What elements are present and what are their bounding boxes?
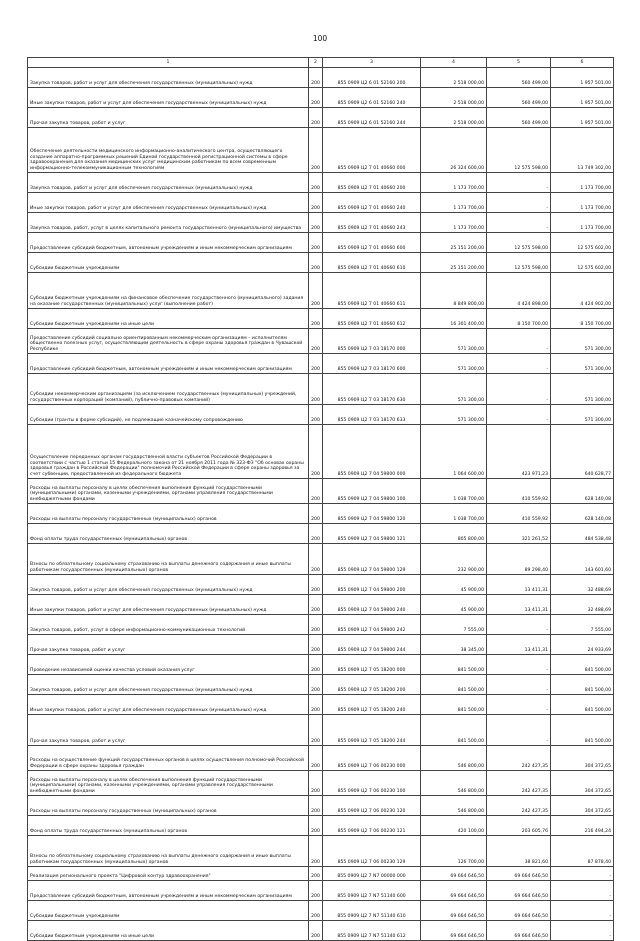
row-name-cell: Проведение независимой оценки качества условий оказания услуг xyxy=(28,655,309,675)
row-name-cell: Фонд оплаты труда государственных (муниципальных) органов xyxy=(28,524,309,544)
table-row xyxy=(28,405,614,425)
row-budget-code-cell: 855 0909 Ц2 7 04 59800 129 xyxy=(323,544,421,575)
row-budget-code-cell: 855 0909 Ц2 7 04 59800 244 xyxy=(323,635,421,655)
row-name-cell: Расходы на выплаты персоналу государственных (муниципальных) органов xyxy=(28,504,309,524)
row-line-code-cell: 200 xyxy=(309,615,323,635)
table-row xyxy=(28,796,614,816)
row-budget-code-cell: 855 0909 Ц2 7 01 40660 243 xyxy=(323,213,421,233)
row-approved-cell: 571 300,00 xyxy=(421,329,487,354)
row-line-code-cell: 200 xyxy=(309,233,323,253)
row-approved-cell: 69 664 646,50 xyxy=(421,901,487,921)
table-row xyxy=(28,615,614,635)
row-approved-cell: 38 345,00 xyxy=(421,635,487,655)
row-name-cell: Расходы на осуществление функций государственных органов в целях осуществления полномочий Российской Федерации в сфере охраны здоровья граждан xyxy=(28,746,309,771)
row-line-code-cell: 200 xyxy=(309,309,323,329)
table-row xyxy=(28,746,614,771)
row-budget-code-cell: 855 0909 Ц2 7 06 00230 129 xyxy=(323,836,421,867)
row-executed-cell: 13 411,31 xyxy=(487,595,551,615)
row-line-code-cell: 200 xyxy=(309,595,323,615)
row-name-cell: Субсидии (гранты в форме субсидий), не подлежащие казначейскому сопровождению xyxy=(28,405,309,425)
row-budget-code-cell: 855 0909 Ц2 6 01 52160 240 xyxy=(323,88,421,108)
row-name-cell: Закупка товаров, работ и услуг для обеспечения государственных (муниципальных) нужд xyxy=(28,173,309,193)
table-row xyxy=(28,635,614,655)
row-budget-code-cell: 855 0909 Ц2 7 01 40660 612 xyxy=(323,309,421,329)
row-budget-code-cell: 855 0909 Ц2 7 06 00230 121 xyxy=(323,816,421,836)
row-executed-cell: - xyxy=(487,354,551,374)
row-approved-cell: 45 900,00 xyxy=(421,575,487,595)
header-col-4: 4 xyxy=(421,58,487,68)
table-row xyxy=(28,68,614,88)
row-executed-cell: 321 261,52 xyxy=(487,524,551,544)
row-approved-cell: 841 500,00 xyxy=(421,715,487,746)
row-name-cell: Прочая закупка товаров, работ и услуг xyxy=(28,715,309,746)
row-executed-cell: 38 821,60 xyxy=(487,836,551,867)
table-row xyxy=(28,921,614,941)
row-executed-cell: - xyxy=(487,615,551,635)
table-row xyxy=(28,836,614,867)
row-approved-cell: 571 300,00 xyxy=(421,405,487,425)
row-unexecuted-cell: 12 575 602,00 xyxy=(551,253,614,273)
row-budget-code-cell: 855 0909 Ц2 7 03 18170 633 xyxy=(323,405,421,425)
row-budget-code-cell: 855 0909 Ц2 7 04 59800 242 xyxy=(323,615,421,635)
row-line-code-cell: 200 xyxy=(309,405,323,425)
table-row xyxy=(28,544,614,575)
table-row xyxy=(28,309,614,329)
table-row xyxy=(28,816,614,836)
row-budget-code-cell: 855 0909 Ц2 7 05 18200 240 xyxy=(323,695,421,715)
row-name-cell: Предоставление субсидий бюджетным, автономным учреждениям и иным некоммерческим организациям xyxy=(28,354,309,374)
row-executed-cell: 410 559,92 xyxy=(487,504,551,524)
row-executed-cell: - xyxy=(487,655,551,675)
table-row xyxy=(28,655,614,675)
row-approved-cell: 841 500,00 xyxy=(421,675,487,695)
row-approved-cell: 841 500,00 xyxy=(421,655,487,675)
header-col-6: 6 xyxy=(551,58,614,68)
row-budget-code-cell: 855 0909 Ц2 7 06 00230 000 xyxy=(323,746,421,771)
row-unexecuted-cell: - xyxy=(551,921,614,941)
header-col-3: 3 xyxy=(323,58,421,68)
table-row xyxy=(28,233,614,253)
row-line-code-cell: 200 xyxy=(309,193,323,213)
row-name-cell: Субсидии бюджетным учреждениям xyxy=(28,901,309,921)
row-executed-cell: 560 499,00 xyxy=(487,108,551,128)
row-line-code-cell: 200 xyxy=(309,108,323,128)
row-budget-code-cell: 855 0909 Ц2 7 01 40660 611 xyxy=(323,273,421,309)
row-budget-code-cell: 855 0909 Ц2 6 01 52160 200 xyxy=(323,68,421,88)
row-unexecuted-cell: 32 488,69 xyxy=(551,595,614,615)
row-unexecuted-cell: 1 173 700,00 xyxy=(551,193,614,213)
header-col-5: 5 xyxy=(487,58,551,68)
row-executed-cell: 69 664 646,50 xyxy=(487,921,551,941)
row-name-cell: Обеспечение деятельности медицинского информационно-аналитического центра, осуществляющего создание аппаратно-программных решений Единой государственной регистрационной системы в сфере здравоохранения для оказания медицинских услуг медицинским работникам по всем современным информационно-телекоммуникационным технологиям xyxy=(28,128,309,173)
row-unexecuted-cell: 841 500,00 xyxy=(551,715,614,746)
row-unexecuted-cell: 7 555,00 xyxy=(551,615,614,635)
row-line-code-cell: 200 xyxy=(309,524,323,544)
table-row xyxy=(28,88,614,108)
table-row xyxy=(28,575,614,595)
row-name-cell: Иные закупки товаров, работ и услуг для обеспечения государственных (муниципальных) нужд xyxy=(28,595,309,615)
row-name-cell: Субсидии бюджетным учреждениям на иные цели xyxy=(28,309,309,329)
row-executed-cell: 69 664 646,50 xyxy=(487,901,551,921)
row-unexecuted-cell: 484 538,48 xyxy=(551,524,614,544)
row-budget-code-cell: 855 0909 Ц2 7 N7 51140 600 xyxy=(323,881,421,901)
table-header-row xyxy=(28,58,614,68)
row-budget-code-cell: 855 0909 Ц2 7 05 18200 244 xyxy=(323,715,421,746)
row-unexecuted-cell: 143 601,60 xyxy=(551,544,614,575)
row-budget-code-cell: 855 0909 Ц2 7 06 00230 120 xyxy=(323,796,421,816)
row-line-code-cell: 200 xyxy=(309,796,323,816)
row-name-cell: Осуществление переданных органам государственной власти субъектов Российской Федерации в соответствии с частью 1 статьи 15 Федерального закона от 21 ноября 2011 года № 323-ФЗ "Об основах охраны здоровья граждан в Российской Федерации" полномочий Российской Федерации в сфере охраны здоровья за счет субвенции, предоставленной из федерального бюджета xyxy=(28,425,309,479)
row-name-cell: Иные закупки товаров, работ и услуг для обеспечения государственных (муниципальных) нужд xyxy=(28,193,309,213)
row-name-cell: Закупка товаров, работ, услуг в целях капитального ремонта государственного (муниципального) имущества xyxy=(28,213,309,233)
table-row xyxy=(28,901,614,921)
row-name-cell: Закупка товаров, работ и услуг для обеспечения государственных (муниципальных) нужд xyxy=(28,675,309,695)
row-name-cell: Фонд оплаты труда государственных (муниципальных) органов xyxy=(28,816,309,836)
row-budget-code-cell: 855 0909 Ц2 7 N7 51140 610 xyxy=(323,901,421,921)
row-executed-cell: - xyxy=(487,675,551,695)
row-unexecuted-cell: 216 494,24 xyxy=(551,816,614,836)
table-row xyxy=(28,771,614,796)
row-approved-cell: 571 300,00 xyxy=(421,374,487,405)
row-line-code-cell: 200 xyxy=(309,771,323,796)
page-number: 100 xyxy=(312,34,328,43)
row-name-cell: Взносы по обязательному социальному страхованию на выплаты денежного содержания и иные выплаты работникам государственных (муниципальных) органов xyxy=(28,836,309,867)
row-unexecuted-cell: 571 300,00 xyxy=(551,329,614,354)
row-executed-cell: 12 575 598,00 xyxy=(487,128,551,173)
row-name-cell: Взносы по обязательному социальному страхованию на выплаты денежного содержания и иные выплаты работникам государственных (муниципальных) органов xyxy=(28,544,309,575)
row-name-cell: Реализация регионального проекта "Цифровой контур здравоохранения" xyxy=(28,867,309,881)
row-unexecuted-cell: 1 957 501,00 xyxy=(551,68,614,88)
row-unexecuted-cell: - xyxy=(551,867,614,881)
table-row xyxy=(28,715,614,746)
row-unexecuted-cell: 304 372,65 xyxy=(551,796,614,816)
row-unexecuted-cell: - xyxy=(551,881,614,901)
table-row xyxy=(28,213,614,233)
row-line-code-cell: 200 xyxy=(309,635,323,655)
row-budget-code-cell: 855 0909 Ц2 7 04 59800 240 xyxy=(323,595,421,615)
row-approved-cell: 571 300,00 xyxy=(421,354,487,374)
row-approved-cell: 1 173 700,00 xyxy=(421,193,487,213)
row-name-cell: Прочая закупка товаров, работ и услуг xyxy=(28,108,309,128)
row-line-code-cell: 200 xyxy=(309,354,323,374)
table-row xyxy=(28,128,614,173)
row-unexecuted-cell: 1 173 700,00 xyxy=(551,173,614,193)
table-row xyxy=(28,374,614,405)
row-unexecuted-cell: 1 173 700,00 xyxy=(551,213,614,233)
row-budget-code-cell: 855 0909 Ц2 7 03 18170 000 xyxy=(323,329,421,354)
row-approved-cell: 69 664 646,50 xyxy=(421,921,487,941)
table-body xyxy=(28,68,614,941)
row-executed-cell: 4 424 898,00 xyxy=(487,273,551,309)
row-approved-cell: 16 301 400,00 xyxy=(421,309,487,329)
row-unexecuted-cell: 304 372,65 xyxy=(551,746,614,771)
row-executed-cell: 12 575 598,00 xyxy=(487,233,551,253)
row-executed-cell: - xyxy=(487,213,551,233)
row-approved-cell: 1 038 700,00 xyxy=(421,504,487,524)
table-row xyxy=(28,695,614,715)
row-executed-cell: 89 298,40 xyxy=(487,544,551,575)
row-line-code-cell: 200 xyxy=(309,715,323,746)
row-unexecuted-cell: 640 628,77 xyxy=(551,425,614,479)
row-line-code-cell: 200 xyxy=(309,273,323,309)
row-unexecuted-cell: 8 150 700,00 xyxy=(551,309,614,329)
row-name-cell: Закупка товаров, работ и услуг для обеспечения государственных (муниципальных) нужд xyxy=(28,68,309,88)
row-approved-cell: 546 800,00 xyxy=(421,771,487,796)
row-approved-cell: 546 800,00 xyxy=(421,746,487,771)
row-unexecuted-cell: 841 500,00 xyxy=(551,695,614,715)
row-line-code-cell: 200 xyxy=(309,901,323,921)
row-executed-cell: 12 575 598,00 xyxy=(487,253,551,273)
row-line-code-cell: 200 xyxy=(309,921,323,941)
row-name-cell: Субсидии некоммерческим организациям (за исключением государственных (муниципальных) учреждений, государственных корпораций (компаний), публично-правовых компаний) xyxy=(28,374,309,405)
row-unexecuted-cell: 1 957 501,00 xyxy=(551,88,614,108)
header-col-1: 1 xyxy=(28,58,309,68)
row-name-cell: Предоставление субсидий бюджетным, автономным учреждениям и иным некоммерческим организациям xyxy=(28,233,309,253)
row-budget-code-cell: 855 0909 Ц2 7 03 18170 630 xyxy=(323,374,421,405)
row-unexecuted-cell: 628 140,08 xyxy=(551,504,614,524)
row-unexecuted-cell: 841 500,00 xyxy=(551,655,614,675)
row-budget-code-cell: 855 0909 Ц2 7 03 18170 600 xyxy=(323,354,421,374)
row-approved-cell: 26 324 600,00 xyxy=(421,128,487,173)
row-approved-cell: 25 151 200,00 xyxy=(421,233,487,253)
row-executed-cell: - xyxy=(487,193,551,213)
row-budget-code-cell: 855 0909 Ц2 7 01 40660 610 xyxy=(323,253,421,273)
row-unexecuted-cell: 4 424 902,00 xyxy=(551,273,614,309)
row-budget-code-cell: 855 0909 Ц2 7 06 00230 100 xyxy=(323,771,421,796)
row-unexecuted-cell: - xyxy=(551,901,614,921)
row-budget-code-cell: 855 0909 Ц2 7 04 59800 100 xyxy=(323,479,421,504)
row-line-code-cell: 200 xyxy=(309,544,323,575)
row-line-code-cell: 200 xyxy=(309,213,323,233)
row-unexecuted-cell: 12 575 602,00 xyxy=(551,233,614,253)
row-line-code-cell: 200 xyxy=(309,675,323,695)
row-approved-cell: 7 555,00 xyxy=(421,615,487,635)
row-approved-cell: 1 064 600,00 xyxy=(421,425,487,479)
row-name-cell: Иные закупки товаров, работ и услуг для обеспечения государственных (муниципальных) нужд xyxy=(28,695,309,715)
table-row xyxy=(28,273,614,309)
row-name-cell: Расходы на выплаты персоналу государственных (муниципальных) органов xyxy=(28,796,309,816)
row-executed-cell: - xyxy=(487,173,551,193)
row-line-code-cell: 200 xyxy=(309,746,323,771)
budget-table xyxy=(27,57,614,941)
row-line-code-cell: 200 xyxy=(309,88,323,108)
row-executed-cell: 242 427,35 xyxy=(487,746,551,771)
row-approved-cell: 69 664 646,50 xyxy=(421,881,487,901)
row-approved-cell: 45 900,00 xyxy=(421,595,487,615)
row-name-cell: Закупка товаров, работ, услуг в сфере информационно-коммуникационных технологий xyxy=(28,615,309,635)
table-row xyxy=(28,524,614,544)
row-budget-code-cell: 855 0909 Ц2 7 01 40660 600 xyxy=(323,233,421,253)
row-unexecuted-cell: 32 488,69 xyxy=(551,575,614,595)
table-row xyxy=(28,108,614,128)
row-executed-cell: 242 427,35 xyxy=(487,796,551,816)
row-line-code-cell: 200 xyxy=(309,867,323,881)
row-approved-cell: 2 518 000,00 xyxy=(421,108,487,128)
row-approved-cell: 546 800,00 xyxy=(421,796,487,816)
row-executed-cell: - xyxy=(487,695,551,715)
row-budget-code-cell: 855 0909 Ц2 7 05 18200 200 xyxy=(323,675,421,695)
row-budget-code-cell: 855 0909 Ц2 7 01 40660 240 xyxy=(323,193,421,213)
row-line-code-cell: 200 xyxy=(309,425,323,479)
row-budget-code-cell: 855 0909 Ц2 7 04 59800 200 xyxy=(323,575,421,595)
row-executed-cell: 242 427,35 xyxy=(487,771,551,796)
row-approved-cell: 2 518 000,00 xyxy=(421,88,487,108)
row-unexecuted-cell: 628 140,08 xyxy=(551,479,614,504)
row-unexecuted-cell: 13 749 302,00 xyxy=(551,128,614,173)
row-line-code-cell: 200 xyxy=(309,374,323,405)
row-name-cell: Расходы на выплаты персоналу в целях обеспечения выполнения функций государственными (муниципальными) органами, казенными учреждениями, органами управления государственными внебюджетными фондами xyxy=(28,771,309,796)
row-name-cell: Субсидии бюджетным учреждениям на иные цели xyxy=(28,921,309,941)
table-row xyxy=(28,504,614,524)
table-row xyxy=(28,193,614,213)
row-approved-cell: 69 664 646,50 xyxy=(421,867,487,881)
row-name-cell: Прочая закупка товаров, работ и услуг xyxy=(28,635,309,655)
row-approved-cell: 805 800,00 xyxy=(421,524,487,544)
table-row xyxy=(28,354,614,374)
header-col-2: 2 xyxy=(309,58,323,68)
row-executed-cell: 560 499,00 xyxy=(487,88,551,108)
row-name-cell: Предоставление субсидий социально ориентированным некоммерческим организациям – исполнителям общественно полезных услуг, осуществляющим деятельность в сфере охраны здоровья граждан в Чувашской Республике xyxy=(28,329,309,354)
row-line-code-cell: 200 xyxy=(309,836,323,867)
row-line-code-cell: 200 xyxy=(309,479,323,504)
row-executed-cell: 13 411,31 xyxy=(487,575,551,595)
row-approved-cell: 841 500,00 xyxy=(421,695,487,715)
row-budget-code-cell: 855 0909 Ц2 6 01 52160 244 xyxy=(323,108,421,128)
table-row xyxy=(28,595,614,615)
row-budget-code-cell: 855 0909 Ц2 7 05 18200 000 xyxy=(323,655,421,675)
row-approved-cell: 25 151 200,00 xyxy=(421,253,487,273)
row-budget-code-cell: 855 0909 Ц2 7 N7 51140 612 xyxy=(323,921,421,941)
row-line-code-cell: 200 xyxy=(309,816,323,836)
row-line-code-cell: 200 xyxy=(309,881,323,901)
row-budget-code-cell: 855 0909 Ц2 7 04 59800 120 xyxy=(323,504,421,524)
table-row xyxy=(28,329,614,354)
row-approved-cell: 1 038 700,00 xyxy=(421,479,487,504)
row-line-code-cell: 200 xyxy=(309,695,323,715)
row-unexecuted-cell: 1 957 501,00 xyxy=(551,108,614,128)
row-executed-cell: 69 664 646,50 xyxy=(487,881,551,901)
table-row xyxy=(28,675,614,695)
row-executed-cell: - xyxy=(487,374,551,405)
row-budget-code-cell: 855 0909 Ц2 7 01 40660 000 xyxy=(323,128,421,173)
row-budget-code-cell: 855 0909 Ц2 7 04 59800 000 xyxy=(323,425,421,479)
row-budget-code-cell: 855 0909 Ц2 7 01 40660 200 xyxy=(323,173,421,193)
row-approved-cell: 420 100,00 xyxy=(421,816,487,836)
table-row xyxy=(28,867,614,881)
row-unexecuted-cell: 87 878,40 xyxy=(551,836,614,867)
row-executed-cell: 560 499,00 xyxy=(487,68,551,88)
row-line-code-cell: 200 xyxy=(309,504,323,524)
row-approved-cell: 232 900,00 xyxy=(421,544,487,575)
row-executed-cell: 203 605,76 xyxy=(487,816,551,836)
row-line-code-cell: 200 xyxy=(309,68,323,88)
row-unexecuted-cell: 24 933,69 xyxy=(551,635,614,655)
row-unexecuted-cell: 571 300,00 xyxy=(551,374,614,405)
row-approved-cell: 1 173 700,00 xyxy=(421,213,487,233)
row-name-cell: Субсидии бюджетным учреждениям xyxy=(28,253,309,273)
row-name-cell: Иные закупки товаров, работ и услуг для обеспечения государственных (муниципальных) нужд xyxy=(28,88,309,108)
row-name-cell: Предоставление субсидий бюджетным, автономным учреждениям и иным некоммерческим организациям xyxy=(28,881,309,901)
row-line-code-cell: 200 xyxy=(309,253,323,273)
table-row xyxy=(28,425,614,479)
row-unexecuted-cell: 571 300,00 xyxy=(551,354,614,374)
row-name-cell: Закупка товаров, работ и услуг для обеспечения государственных (муниципальных) нужд xyxy=(28,575,309,595)
table-row xyxy=(28,173,614,193)
table-row xyxy=(28,479,614,504)
row-executed-cell: - xyxy=(487,715,551,746)
table-row xyxy=(28,881,614,901)
row-name-cell: Расходы на выплаты персоналу в целях обеспечения выполнения функций государственными (муниципальными) органами, казенными учреждениями, органами управления государственными внебюджетными фондами xyxy=(28,479,309,504)
row-budget-code-cell: 855 0909 Ц2 7 04 59800 121 xyxy=(323,524,421,544)
row-unexecuted-cell: 571 300,00 xyxy=(551,405,614,425)
row-line-code-cell: 200 xyxy=(309,128,323,173)
row-approved-cell: 1 173 700,00 xyxy=(421,173,487,193)
row-unexecuted-cell: 841 500,00 xyxy=(551,675,614,695)
row-approved-cell: 126 700,00 xyxy=(421,836,487,867)
row-unexecuted-cell: 304 372,65 xyxy=(551,771,614,796)
row-line-code-cell: 200 xyxy=(309,173,323,193)
row-name-cell: Субсидии бюджетным учреждениям на финансовое обеспечение государственного (муниципального) задания на оказание государственных (муниципальных) услуг (выполнение работ) xyxy=(28,273,309,309)
row-executed-cell: 8 150 700,00 xyxy=(487,309,551,329)
row-line-code-cell: 200 xyxy=(309,575,323,595)
row-approved-cell: 8 849 800,00 xyxy=(421,273,487,309)
row-budget-code-cell: 855 0909 Ц2 7 N7 00000 000 xyxy=(323,867,421,881)
row-line-code-cell: 200 xyxy=(309,329,323,354)
row-executed-cell: 410 559,92 xyxy=(487,479,551,504)
row-line-code-cell: 200 xyxy=(309,655,323,675)
row-approved-cell: 2 518 000,00 xyxy=(421,68,487,88)
row-executed-cell: 13 411,31 xyxy=(487,635,551,655)
row-executed-cell: - xyxy=(487,405,551,425)
row-executed-cell: 69 664 646,50 xyxy=(487,867,551,881)
row-executed-cell: 423 971,23 xyxy=(487,425,551,479)
table-row xyxy=(28,253,614,273)
row-executed-cell: - xyxy=(487,329,551,354)
